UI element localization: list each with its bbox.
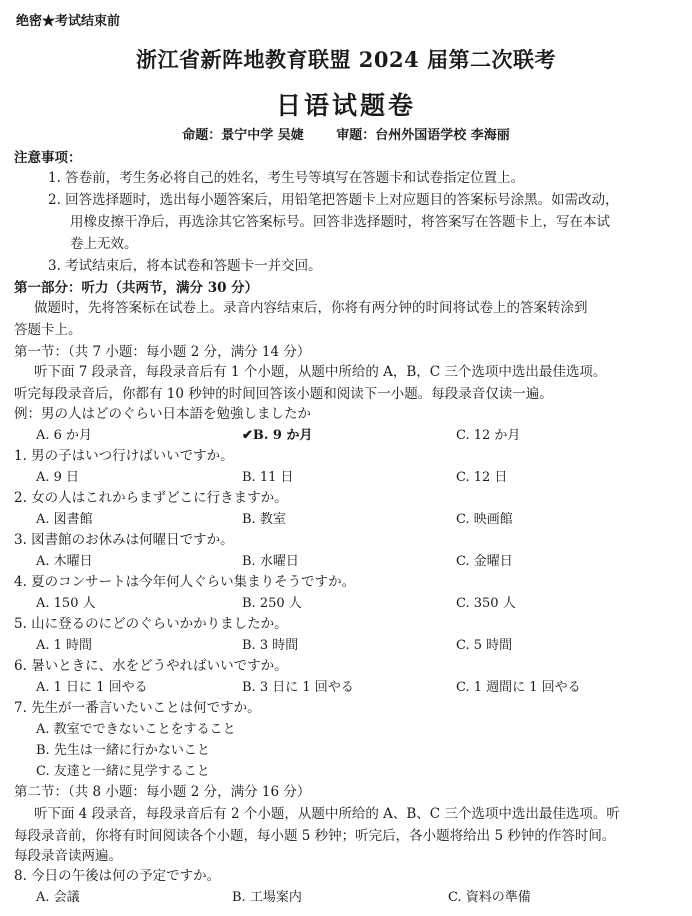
part1-heading: 第一部分：听力（共两节，满分 30 分） — [14, 280, 259, 296]
part1-desc: 答题卡上。 — [14, 322, 82, 338]
note-item: 卷上无效。 — [70, 236, 138, 252]
option-a: A. 9 日 — [36, 470, 80, 485]
section2-desc: 听下面 4 段录音，每段录音后有 2 个小题，从题中所给的 A、B、C 三个选项中选出最佳选项。听 — [34, 806, 620, 822]
section2-heading: 第二节：（共 8 小题：每小题 2 分，满分 16 分） — [14, 784, 311, 800]
section1-desc: 听完每段录音后，你都有 10 秒钟的时间回答该小题和阅读下一小题。每段录音仅读一遍。 — [14, 386, 553, 402]
option-c: C. 金曜日 — [456, 554, 513, 569]
question: 2. 女の人はこれからまずどこに行きますか。 — [14, 490, 288, 506]
option-c: C. 1 週間に 1 回やる — [456, 680, 581, 695]
exam-title: 浙江省新阵地教育联盟 2024 届第二次联考 — [135, 47, 557, 72]
question: 7. 先生が一番言いたいことは何ですか。 — [14, 700, 261, 716]
section1-desc: 听下面 7 段录音，每段录音后有 1 个小题，从题中所给的 A，B，C 三个选项中选出最佳选项。 — [34, 364, 607, 380]
question: 4. 夏のコンサートは今年何人ぐらい集まりそうですか。 — [14, 574, 356, 590]
option-b: B. 11 日 — [242, 470, 294, 485]
option-b: B. 水曜日 — [242, 554, 299, 569]
subject-title: 日语试题卷 — [275, 91, 416, 120]
option-a: A. 1 日に 1 回やる — [36, 680, 148, 695]
option-b: B. 工場案内 — [232, 890, 302, 905]
question: 5. 山に登るのにどのぐらいかかりましたか。 — [14, 616, 288, 632]
note-item: 1. 答卷前，考生务必将自己的姓名，考生号等填写在答题卡和试卷指定位置上。 — [48, 170, 525, 186]
option-a: A. 150 人 — [36, 596, 96, 611]
option-a: A. 会議 — [36, 890, 80, 905]
option-b: B. 3 日に 1 回やる — [242, 680, 354, 695]
option-b: B. 3 時間 — [242, 638, 299, 653]
option-c: C. 350 人 — [456, 596, 516, 611]
notes-heading: 注意事项： — [14, 150, 82, 166]
option-a: A. 1 時間 — [36, 638, 93, 653]
example-question: 例：男の人はどのぐらい日本語を勉強しましたか — [14, 406, 311, 422]
option-c: C. 友達と一緒に見学すること — [36, 764, 210, 779]
option-b: B. 先生は一緒に行かないこと — [36, 743, 210, 758]
option-c: C. 映画館 — [456, 512, 513, 527]
option-a: A. 木曜日 — [36, 554, 93, 569]
note-item: 3. 考试结束后，将本试卷和答题卡一并交回。 — [48, 258, 322, 274]
question: 8. 今日の午後は何の予定ですか。 — [14, 868, 221, 884]
option-a: A. 6 か月 — [36, 428, 93, 443]
option-b-checked: ✔B. 9 か月 — [242, 428, 313, 443]
question: 6. 暑いときに、水をどうやればいいですか。 — [14, 658, 288, 674]
section1-heading: 第一节：（共 7 小题：每小题 2 分，满分 14 分） — [14, 344, 311, 360]
section2-desc: 每段录音前，你将有时间阅读各个小题，每小题 5 秒钟；听完后，各小题将给出 5 秒钟的作答时间。 — [14, 828, 616, 844]
option-b: B. 250 人 — [242, 596, 302, 611]
option-c: C. 5 時間 — [456, 638, 513, 653]
question: 3. 図書館のお休みは何曜日ですか。 — [14, 532, 234, 548]
option-c: C. 12 か月 — [456, 428, 521, 443]
reviewer: 审题：台州外国语学校 李海丽 — [336, 128, 510, 143]
question: 1. 男の子はいつ行けばいいですか。 — [14, 448, 234, 464]
option-b: B. 教室 — [242, 512, 286, 527]
option-c: C. 12 日 — [456, 470, 508, 485]
confidential-mark: 绝密★考试结束前 — [16, 14, 121, 29]
section2-desc: 每段录音读两遍。 — [14, 848, 122, 864]
authors-line — [0, 124, 692, 143]
part1-desc: 做题时，先将答案标在试卷上。录音内容结束后，你将有两分钟的时间将试卷上的答案转涂到 — [34, 300, 588, 316]
setter: 命题：景宁中学 吴婕 — [182, 128, 304, 143]
option-c: C. 資料の準備 — [448, 890, 531, 905]
note-item: 用橡皮擦干净后，再选涂其它答案标号。回答非选择题时，将答案写在答题卡上，写在本试 — [70, 214, 610, 230]
note-item: 2. 回答选择题时，选出每小题答案后，用铅笔把答题卡上对应题目的答案标号涂黑。如需改动， — [48, 192, 619, 208]
option-a: A. 教室でできないことをすること — [36, 722, 236, 737]
option-a: A. 図書館 — [36, 512, 93, 527]
